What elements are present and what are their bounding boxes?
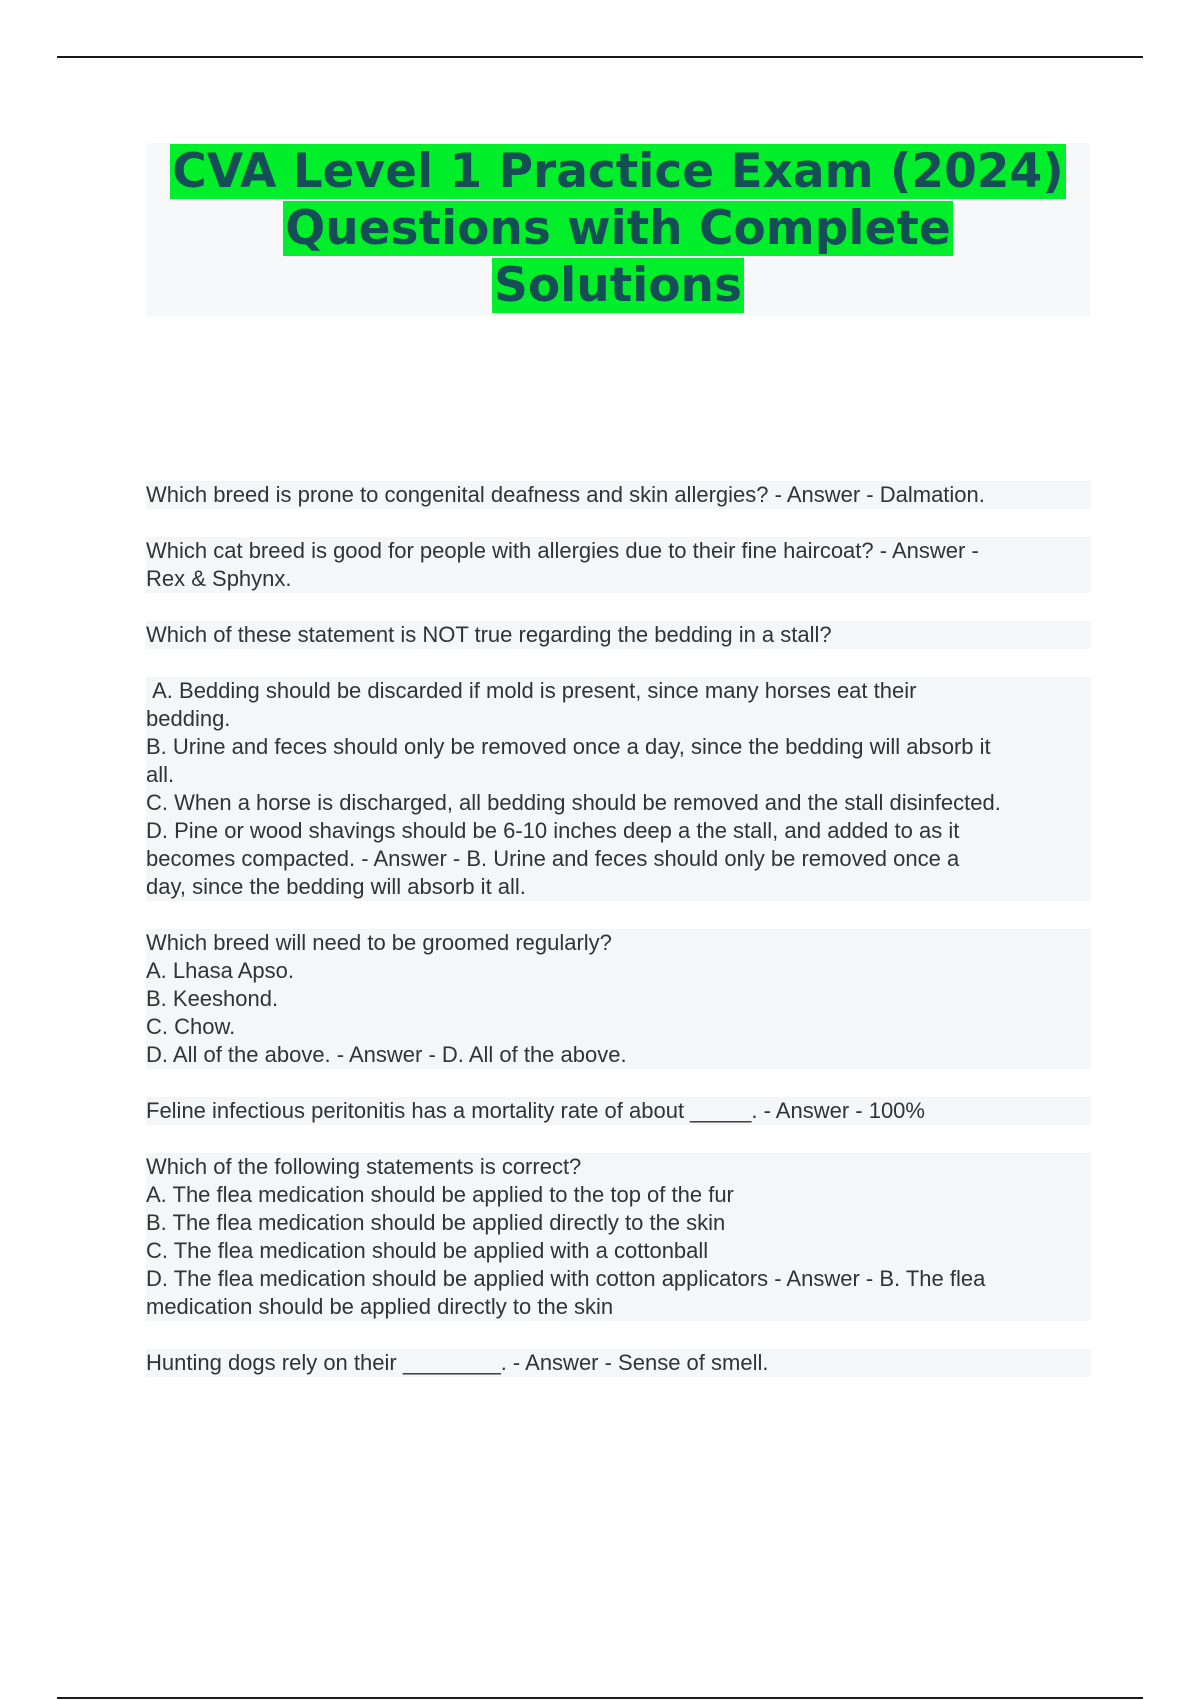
text-line: Feline infectious peritonitis has a mortality rate of about _____. - Answer - 100% (146, 1097, 1091, 1125)
text-line: D. All of the above. - Answer - D. All of the above. (146, 1041, 1091, 1069)
qa-item (146, 929, 1091, 1069)
qa-item (146, 1153, 1091, 1321)
qa-item (146, 1349, 1091, 1377)
text-line: D. Pine or wood shavings should be 6-10 inches deep a the stall, and added to as it (146, 817, 1091, 845)
text-line: B. The flea medication should be applied directly to the skin (146, 1209, 1091, 1237)
title-line: Questions with Complete (285, 201, 951, 256)
text-line: medication should be applied directly to the skin (146, 1293, 1091, 1321)
text-line: C. When a horse is discharged, all bedding should be removed and the stall disinfected. (146, 789, 1091, 817)
text-line: A. Lhasa Apso. (146, 957, 1091, 985)
text-line: B. Urine and feces should only be removed once a day, since the bedding will absorb it (146, 733, 1091, 761)
text-line: all. (146, 761, 1091, 789)
qa-item (146, 677, 1091, 901)
document-title (146, 143, 1090, 316)
title-line: CVA Level 1 Practice Exam (2024) (172, 144, 1064, 199)
qa-item (146, 1097, 1091, 1125)
text-line: day, since the bedding will absorb it all. (146, 873, 1091, 901)
text-line: Hunting dogs rely on their ________. - Answer - Sense of smell. (146, 1349, 1091, 1377)
text-line: Which breed will need to be groomed regularly? (146, 929, 1091, 957)
text-line: C. Chow. (146, 1013, 1091, 1041)
qa-item (146, 621, 1091, 649)
text-line: D. The flea medication should be applied with cotton applicators - Answer - B. The flea (146, 1265, 1091, 1293)
qa-item (146, 481, 1091, 509)
text-line: A. The flea medication should be applied to the top of the fur (146, 1181, 1091, 1209)
text-line: Rex & Sphynx. (146, 565, 1091, 593)
text-line: Which cat breed is good for people with allergies due to their fine haircoat? - Answer - (146, 537, 1091, 565)
text-line: becomes compacted. - Answer - B. Urine and feces should only be removed once a (146, 845, 1091, 873)
text-line: Which of these statement is NOT true regarding the bedding in a stall? (146, 621, 1091, 649)
footer-rule (57, 1697, 1143, 1699)
text-line: C. The flea medication should be applied with a cottonball (146, 1237, 1091, 1265)
header-rule (57, 56, 1143, 58)
text-line: Which breed is prone to congenital deafness and skin allergies? - Answer - Dalmation. (146, 481, 1091, 509)
text-line: Which of the following statements is correct? (146, 1153, 1091, 1181)
qa-item (146, 537, 1091, 593)
text-line: A. Bedding should be discarded if mold is present, since many horses eat their (146, 677, 1091, 705)
title-line: Solutions (493, 258, 742, 313)
text-line: B. Keeshond. (146, 985, 1091, 1013)
text-line: bedding. (146, 705, 1091, 733)
qa-content (146, 481, 1091, 1405)
